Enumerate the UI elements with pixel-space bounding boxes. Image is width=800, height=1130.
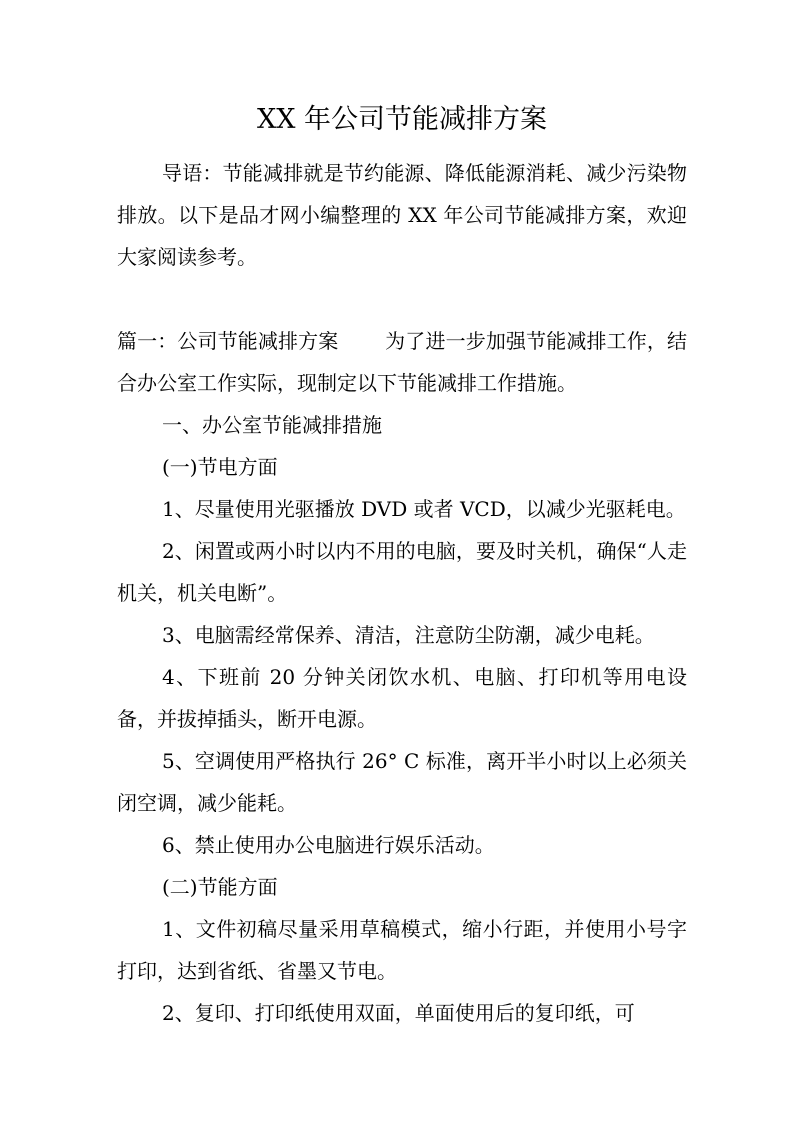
- power-item-5: 5、空调使用严格执行 26° C 标准，离开半小时以上必须关闭空调，减少能耗。: [117, 749, 687, 815]
- subsection-heading-energy: (二)节能方面: [162, 875, 278, 899]
- energy-item-2: 2、复印、打印纸使用双面，单面使用后的复印纸，可: [162, 1001, 635, 1025]
- power-item-6: 6、禁止使用办公电脑进行娱乐活动。: [162, 833, 495, 857]
- intro-paragraph: 导语：节能减排就是节约能源、降低能源消耗、减少污染物排放。以下是品才网小编整理的 XX 年公司节能减排方案，欢迎大家阅读参考。: [117, 161, 687, 269]
- energy-item-1: 1、文件初稿尽量采用草稿模式，缩小行距，并使用小号字打印，达到省纸、省墨又节电。: [117, 917, 687, 983]
- power-item-3: 3、电脑需经常保养、清洁，注意防尘防潮，减少电耗。: [162, 623, 655, 647]
- document-body: [117, 100, 687, 1034]
- blank-line: [117, 278, 687, 320]
- section-heading-office: 一、办公室节能减排措施: [162, 413, 382, 437]
- power-item-4: 4、下班前 20 分钟关闭饮水机、电脑、打印机等用电设备，并拔掉插头，断开电源。: [117, 665, 687, 731]
- document-title: XX 年公司节能减排方案: [256, 104, 548, 135]
- subsection-heading-power: (一)节电方面: [162, 455, 278, 479]
- part1-opening-paragraph: 篇一：公司节能减排方案 为了进一步加强节能减排工作，结合办公室工作实际，现制定以下节能减排工作措施。: [117, 329, 687, 395]
- power-item-1: 1、尽量使用光驱播放 DVD 或者 VCD，以减少光驱耗电。: [162, 497, 686, 521]
- power-item-2: 2、闲置或两小时以内不用的电脑，要及时关机，确保“人走机关，机关电断”。: [117, 539, 687, 605]
